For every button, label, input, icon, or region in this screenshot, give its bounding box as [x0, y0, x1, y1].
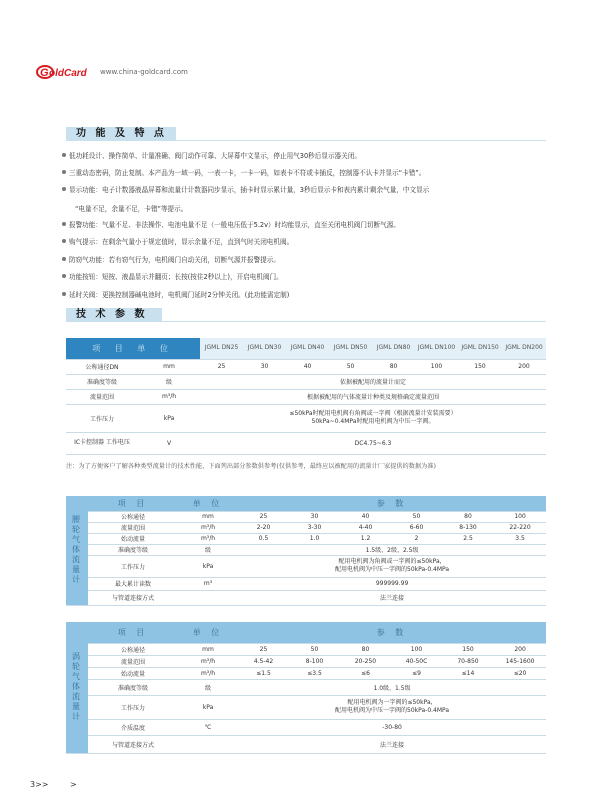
- value-cell: 80: [442, 511, 494, 522]
- span-cell: -30-80: [238, 719, 546, 735]
- row-unit: m³/h: [178, 667, 238, 679]
- span-line: 50kPa~0.4MPa时配用电机阀为中压一字阀。: [311, 418, 435, 425]
- table-row: [66, 695, 546, 719]
- feature-text: 功能按钮：短按、液晶显示并翻页；长按(按住2秒以上)，开启电机阀门。: [69, 273, 283, 281]
- model-cell: JGML DN40: [286, 338, 329, 359]
- row-label: IC卡控制器 工作电压: [66, 432, 138, 454]
- value-cell: 3.5: [494, 533, 546, 544]
- value-cell: 40: [286, 359, 329, 374]
- table-row: [66, 511, 546, 522]
- row-unit: m³/h: [178, 655, 238, 667]
- table-row: [66, 389, 546, 404]
- side-label-text: 涡轮气体流量计: [72, 652, 84, 722]
- value-cell: 145-1600: [494, 655, 546, 667]
- bullet-icon: [62, 239, 66, 243]
- table-row: [66, 590, 546, 605]
- span-line: 配用电机阀为角阀或一字阀的≤50kPa，: [338, 558, 446, 565]
- value-cell: 50: [391, 511, 442, 522]
- row-label: 准确度等级: [88, 679, 178, 695]
- row-label: 最大累计读数: [88, 577, 178, 590]
- span-line: 配用电机阀为一字阀的≤50kPa，: [347, 699, 437, 706]
- value-cell: 25: [238, 511, 289, 522]
- row-unit: [178, 735, 238, 753]
- row-label: 流量范围: [88, 655, 178, 667]
- header-item: 项 目: [88, 622, 178, 643]
- span-cell: 法兰连接: [238, 590, 546, 605]
- row-unit: [178, 590, 238, 605]
- value-cell: 6-60: [391, 522, 442, 533]
- table-row: [66, 432, 546, 454]
- table-row: [66, 577, 546, 590]
- span-line: 配用电机阀为中压一字阀的50kPa-0.4MPa: [335, 566, 450, 573]
- feature-continuation: “电量不足，余量不足，卡错”等提示。: [75, 205, 188, 213]
- value-cell: ≤9: [391, 667, 442, 679]
- row-unit: 级: [178, 544, 238, 555]
- row-unit: m³: [178, 577, 238, 590]
- row-label: 流量范围: [66, 389, 138, 404]
- header-item: 项 目: [88, 496, 178, 511]
- row-unit: mm: [138, 359, 200, 374]
- goldcard-logo: [36, 64, 96, 80]
- table-header-row: [66, 622, 546, 643]
- model-cell: JGML DN80: [372, 338, 415, 359]
- feature-item: [62, 221, 562, 230]
- side-label-text: 腰轮气体流量计: [72, 515, 84, 585]
- value-cell: ≤20: [494, 667, 546, 679]
- value-cell: 25: [238, 643, 289, 655]
- row-label: 准确度等级: [88, 544, 178, 555]
- value-cell: ≤3.5: [289, 667, 340, 679]
- value-cell: 4.5-42: [238, 655, 289, 667]
- value-cell: 3-30: [289, 522, 340, 533]
- row-unit: 级: [178, 679, 238, 695]
- svg-text:G: G: [40, 67, 49, 79]
- row-label: 与管道连接方式: [88, 590, 178, 605]
- feature-text: 三重动态密码，防止复制。本产品为一域一码，一表一卡，一卡一码，如表卡不符或卡插反，控制器不认卡并显示“卡错”。: [69, 169, 426, 177]
- feature-item: [62, 273, 562, 282]
- row-label: 公称通径: [88, 643, 178, 655]
- turbine-meter-table: [66, 622, 546, 754]
- feature-text: 防窃气功能：若有窃气行为，电机阀门自动关闭，切断气源并报警提示。: [69, 256, 280, 264]
- header-unit: 单 位: [178, 496, 238, 511]
- table-row: [66, 679, 546, 695]
- bullet-icon: [62, 222, 66, 226]
- site-url[interactable]: www.china-goldcard.com: [100, 68, 188, 76]
- header-param: 参 数: [238, 496, 546, 511]
- table-row: [66, 533, 546, 544]
- value-cell: 25: [200, 359, 243, 374]
- bullet-icon: [62, 170, 66, 174]
- row-label: 公称通径: [88, 511, 178, 522]
- value-cell: ≤1.5: [238, 667, 289, 679]
- table-header-row: [66, 338, 546, 359]
- header-item-unit: 项 目 单 位: [66, 338, 200, 359]
- row-label: 介质温度: [88, 719, 178, 735]
- row-label: 与管道连接方式: [88, 735, 178, 753]
- span-cell: [200, 404, 546, 432]
- page-mark: >: [70, 780, 77, 789]
- value-cell: 40: [340, 511, 391, 522]
- feature-text: 低功耗设计、操作简单、计量准确、阀门动作可靠、大屏幕中文显示，停止用气30秒后显示器关闭。: [69, 152, 361, 160]
- model-cell: JGML DN200: [502, 338, 546, 359]
- span-cell: [238, 555, 546, 577]
- value-cell: 150: [458, 359, 502, 374]
- row-unit: mm: [178, 643, 238, 655]
- span-cell: 1.5级、2级、2.5级: [238, 544, 546, 555]
- row-unit: kPa: [138, 404, 200, 432]
- bullet-icon: [62, 274, 66, 278]
- svg-text:oldCard: oldCard: [49, 68, 87, 79]
- row-label: 始动流量: [88, 533, 178, 544]
- value-cell: 0.5: [238, 533, 289, 544]
- feature-text: 显示功能：电子计数器液晶屏幕和流量计计数器同步显示，插卡时显示累计量，3秒后显示卡和表内累计剩余气量，中文显示: [69, 186, 430, 194]
- row-label: 流量范围: [88, 522, 178, 533]
- tech-heading: 技 术 参 数: [66, 308, 162, 322]
- value-cell: 80: [372, 359, 415, 374]
- table-row: [66, 359, 546, 374]
- model-cell: JGML DN150: [458, 338, 502, 359]
- value-cell: 30: [289, 511, 340, 522]
- span-cell: 1.0级、1.5级: [238, 679, 546, 695]
- value-cell: 8-100: [289, 655, 340, 667]
- bullet-icon: [62, 153, 66, 157]
- row-unit: m³/h: [178, 533, 238, 544]
- bullet-icon: [62, 257, 66, 261]
- value-cell: 80: [340, 643, 391, 655]
- value-cell: 20-250: [340, 655, 391, 667]
- feature-item: [62, 169, 562, 178]
- value-cell: 4-40: [340, 522, 391, 533]
- row-unit: kPa: [178, 555, 238, 577]
- table-row: [66, 544, 546, 555]
- row-unit: m³/h: [178, 522, 238, 533]
- span-line: ≤50kPa时配用电机阀有角阀或一字阀（根据流量计安装需要）: [289, 410, 457, 417]
- tech-heading-rule: [162, 321, 546, 322]
- row-label: 准确度等级: [66, 374, 138, 389]
- span-cell: 999999.99: [238, 577, 546, 590]
- table-row: [66, 719, 546, 735]
- value-cell: ≤14: [442, 667, 494, 679]
- header-unit: 单 位: [178, 622, 238, 643]
- table-row: [66, 522, 546, 533]
- value-cell: 2: [391, 533, 442, 544]
- bullet-icon: [62, 187, 66, 191]
- value-cell: 150: [442, 643, 494, 655]
- span-line: 配用电机阀为中压一字阀的50kPa-0.4MPa: [335, 707, 450, 714]
- row-label: 工作压力: [88, 555, 178, 577]
- row-unit: mm: [178, 511, 238, 522]
- roots-meter-table: [66, 496, 546, 606]
- span-cell: 根据被配用的气体流量计种类及规格确定流量范围: [200, 389, 546, 404]
- value-cell: 2.5: [442, 533, 494, 544]
- table-row: [66, 735, 546, 753]
- model-cell: JGML DN25: [200, 338, 243, 359]
- feature-text: 延时关阀：更换控制器碱电池时，电机阀门延时2分钟关闭。(此功能需定制): [69, 291, 290, 299]
- features-heading-rule: [176, 140, 546, 141]
- turbine-meter-side-label: [66, 622, 88, 753]
- table-row: [66, 374, 546, 389]
- feature-item: [62, 186, 562, 195]
- page-number: 3>>: [30, 780, 49, 789]
- model-cell: JGML DN30: [243, 338, 286, 359]
- model-cell: JGML DN50: [329, 338, 372, 359]
- value-cell: 100: [494, 511, 546, 522]
- row-unit: 级: [138, 374, 200, 389]
- row-unit: kPa: [178, 695, 238, 719]
- row-label: 工作压力: [88, 695, 178, 719]
- model-cell: JGML DN100: [415, 338, 458, 359]
- span-cell: [238, 695, 546, 719]
- value-cell: 50: [289, 643, 340, 655]
- reference-note: 注：为了方便客户了解各种类型流量计的技术性能，下面列出部分参数供参考(仅供参考，最终应以被配用的流量计厂家提供的数据为准): [66, 463, 436, 470]
- value-cell: 2-20: [238, 522, 289, 533]
- value-cell: 200: [502, 359, 546, 374]
- value-cell: ≤6: [340, 667, 391, 679]
- value-cell: 22-220: [494, 522, 546, 533]
- table-row: [66, 655, 546, 667]
- features-heading: 功 能 及 特 点: [66, 127, 176, 141]
- span-cell: 法兰连接: [238, 735, 546, 753]
- row-label: 始动流量: [88, 667, 178, 679]
- table-row: [66, 643, 546, 655]
- feature-item: [62, 291, 562, 300]
- span-cell: 依据被配用的流量计而定: [200, 374, 546, 389]
- value-cell: 8-130: [442, 522, 494, 533]
- row-unit: ℃: [178, 719, 238, 735]
- row-label: 工作压力: [66, 404, 138, 432]
- feature-item: [62, 256, 562, 265]
- feature-item: [62, 238, 562, 247]
- feature-text: 购气提示：在剩余气量小于规定值时，显示余量不足，直到气时关闭电机阀。: [69, 238, 294, 246]
- feature-text: 报警功能：气量不足、非法操作、电池电量不足（一般电压低于5.2v）时均能显示，直至关闭电机阀门切断气源。: [69, 221, 400, 229]
- table-row: [66, 404, 546, 432]
- row-unit: V: [138, 432, 200, 454]
- value-cell: 200: [494, 643, 546, 655]
- row-unit: m³/h: [138, 389, 200, 404]
- table-row: [66, 555, 546, 577]
- bullet-icon: [62, 292, 66, 296]
- row-label: 公称通径DN: [66, 359, 138, 374]
- table-header-row: [66, 496, 546, 511]
- roots-meter-side-label: [66, 496, 88, 605]
- value-cell: 40-50C: [391, 655, 442, 667]
- span-cell: DC4.75~6.3: [200, 432, 546, 454]
- value-cell: 1.2: [340, 533, 391, 544]
- value-cell: 1.0: [289, 533, 340, 544]
- value-cell: 100: [391, 643, 442, 655]
- value-cell: 100: [415, 359, 458, 374]
- tech-params-table: [66, 338, 546, 455]
- feature-item: [62, 152, 562, 161]
- header-param: 参 数: [238, 622, 546, 643]
- value-cell: 30: [243, 359, 286, 374]
- table-row: [66, 667, 546, 679]
- value-cell: 70-850: [442, 655, 494, 667]
- value-cell: 50: [329, 359, 372, 374]
